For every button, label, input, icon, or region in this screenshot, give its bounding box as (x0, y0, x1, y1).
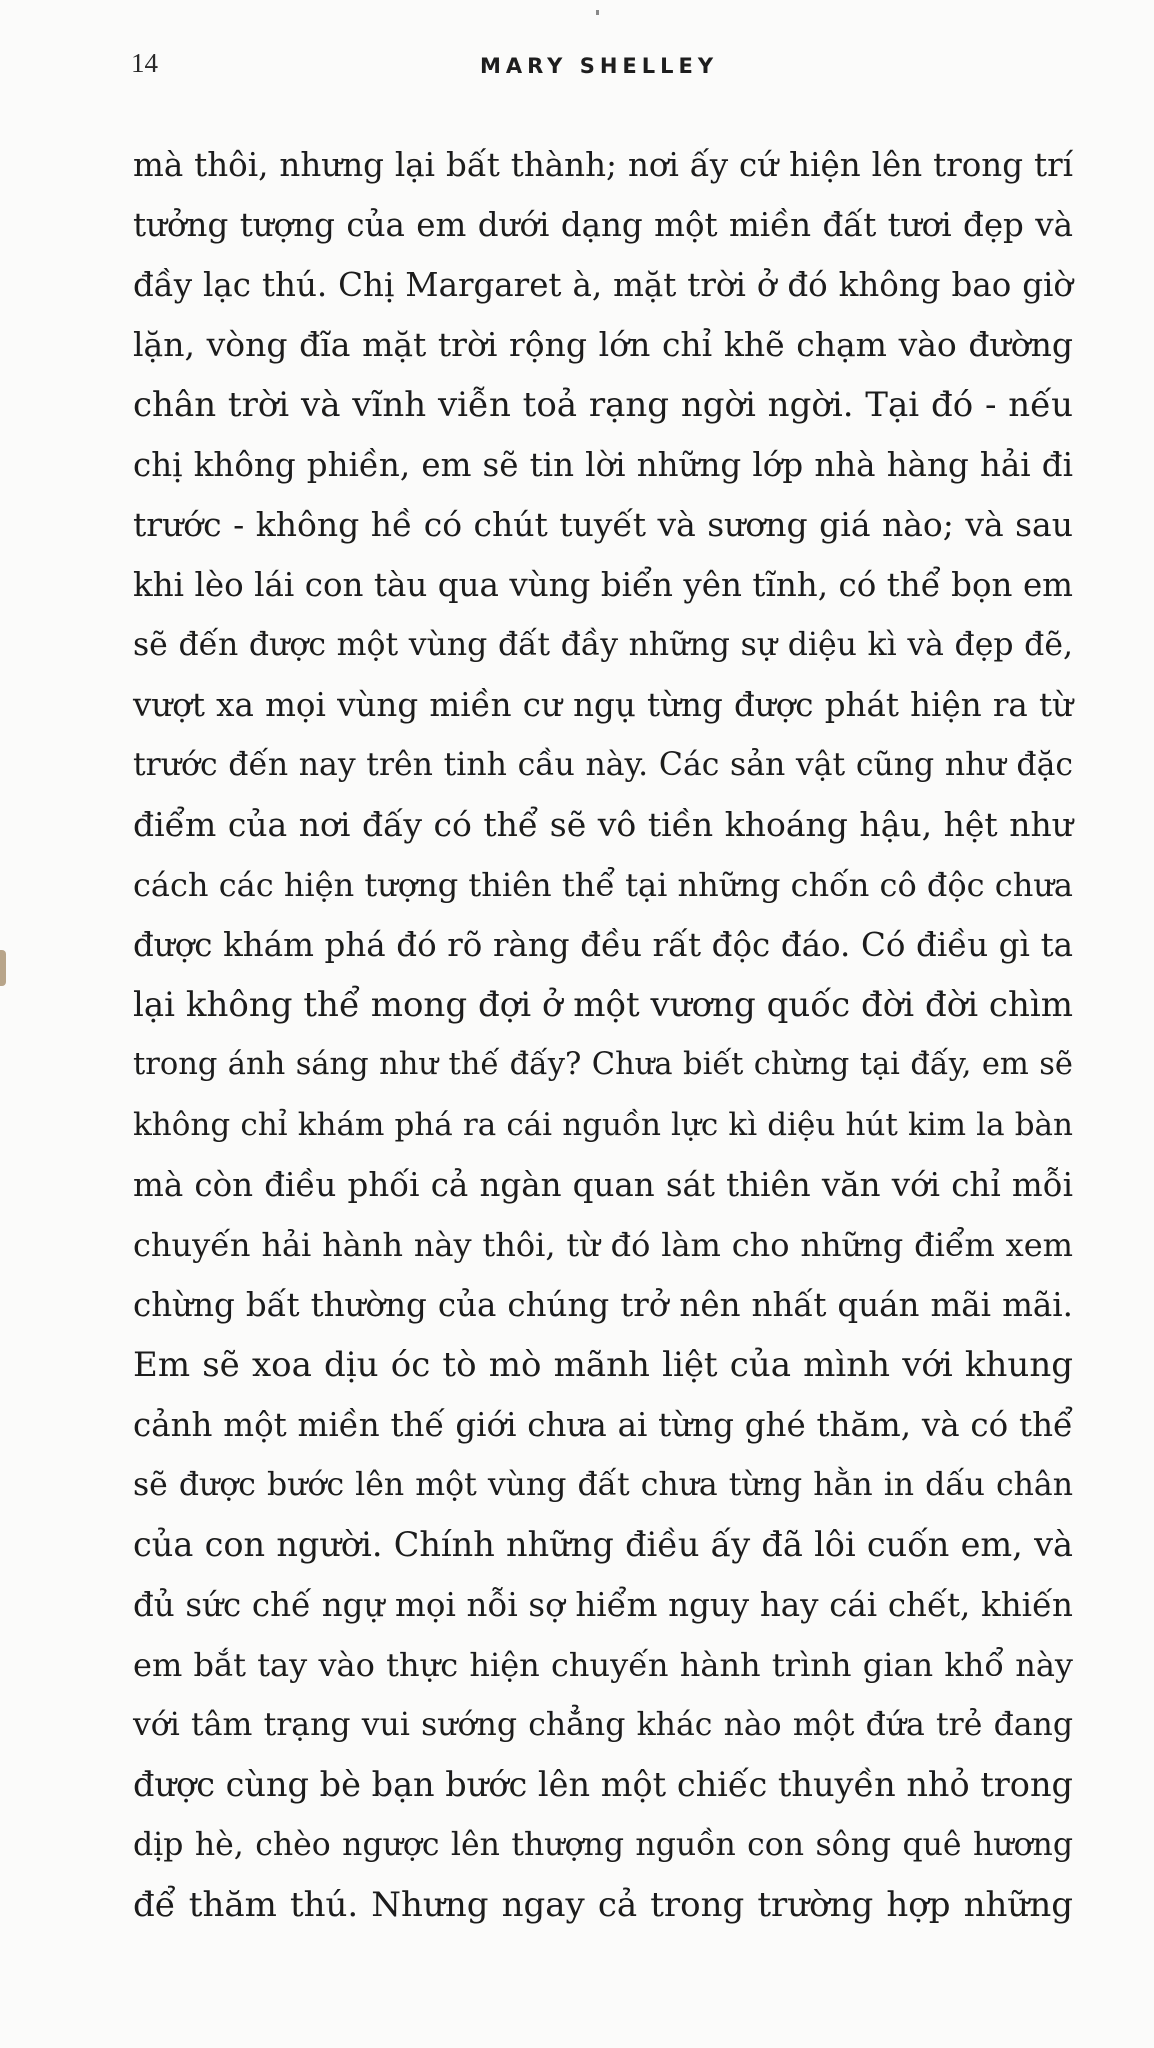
text-line: em bắt tay vào thực hiện chuyến hành trình gian khổ này (133, 1646, 1073, 1684)
text-line: với tâm trạng vui sướng chẳng khác nào một đứa trẻ đang (133, 1707, 1073, 1743)
text-line: tưởng tượng của em dưới dạng một miền đất tươi đẹp và (133, 206, 1073, 244)
text-line: chị không phiền, em sẽ tin lời những lớp nhà hàng hải đi (133, 446, 1073, 484)
text-line: lại không thể mong đợi ở một vương quốc đời đời chìm (133, 985, 1073, 1025)
page-edge-mark (0, 950, 6, 986)
text-line: mà còn điều phối cả ngàn quan sát thiên văn với chỉ mỗi (133, 1166, 1073, 1204)
text-line: cách các hiện tượng thiên thể tại những chốn cô độc chưa (133, 866, 1073, 904)
text-line: sẽ được bước lên một vùng đất chưa từng hằn in dấu chân (133, 1467, 1073, 1503)
text-line: để thăm thú. Nhưng ngay cả trong trường hợp những (133, 1885, 1073, 1925)
text-line: dịp hè, chèo ngược lên thượng nguồn con sông quê hương (133, 1827, 1073, 1863)
scan-mark (596, 10, 599, 15)
text-line: cảnh một miền thế giới chưa ai từng ghé thăm, và có thể (133, 1406, 1073, 1444)
text-line: trước đến nay trên tinh cầu này. Các sản vật cũng như đặc (133, 747, 1073, 783)
text-line: được cùng bè bạn bước lên một chiếc thuyền nhỏ trong (133, 1765, 1073, 1804)
text-line: đầy lạc thú. Chị Margaret à, mặt trời ở đó không bao giờ (133, 266, 1073, 304)
text-line: chừng bất thường của chúng trở nên nhất quán mãi mãi. (133, 1286, 1073, 1324)
text-line: không chỉ khám phá ra cái nguồn lực kì diệu hút kim la bàn (133, 1107, 1073, 1143)
text-line: điểm của nơi đấy có thể sẽ vô tiền khoáng hậu, hệt như (133, 805, 1073, 844)
body-text (133, 135, 1073, 1935)
text-line: chuyến hải hành này thôi, từ đó làm cho những điểm xem (133, 1226, 1073, 1264)
text-line: lặn, vòng đĩa mặt trời rộng lớn chỉ khẽ chạm vào đường (133, 325, 1073, 364)
text-line: khi lèo lái con tàu qua vùng biển yên tĩnh, có thể bọn em (133, 566, 1073, 604)
text-line: đủ sức chế ngự mọi nỗi sợ hiểm nguy hay cái chết, khiến (133, 1586, 1073, 1624)
text-line: trong ánh sáng như thế đấy? Chưa biết chừng tại đấy, em sẽ (133, 1047, 1073, 1082)
text-line: của con người. Chính những điều ấy đã lôi cuốn em, và (133, 1525, 1073, 1564)
text-line: Em sẽ xoa dịu óc tò mò mãnh liệt của mình với khung (133, 1345, 1073, 1385)
page-number: 14 (131, 48, 158, 78)
text-line: được khám phá đó rõ ràng đều rất độc đáo. Có điều gì ta (133, 926, 1073, 964)
text-line: chân trời và vĩnh viễn toả rạng ngời ngời. Tại đó - nếu (133, 385, 1073, 425)
text-line: vượt xa mọi vùng miền cư ngụ từng được phát hiện ra từ (133, 686, 1073, 724)
text-line: trước - không hề có chút tuyết và sương giá nào; và sau (133, 505, 1073, 544)
text-line: sẽ đến được một vùng đất đầy những sự diệu kì và đẹp đẽ, (133, 627, 1073, 663)
running-head: MARY SHELLEY (480, 54, 719, 78)
text-line: mà thôi, nhưng lại bất thành; nơi ấy cứ hiện lên trong trí (133, 146, 1073, 184)
